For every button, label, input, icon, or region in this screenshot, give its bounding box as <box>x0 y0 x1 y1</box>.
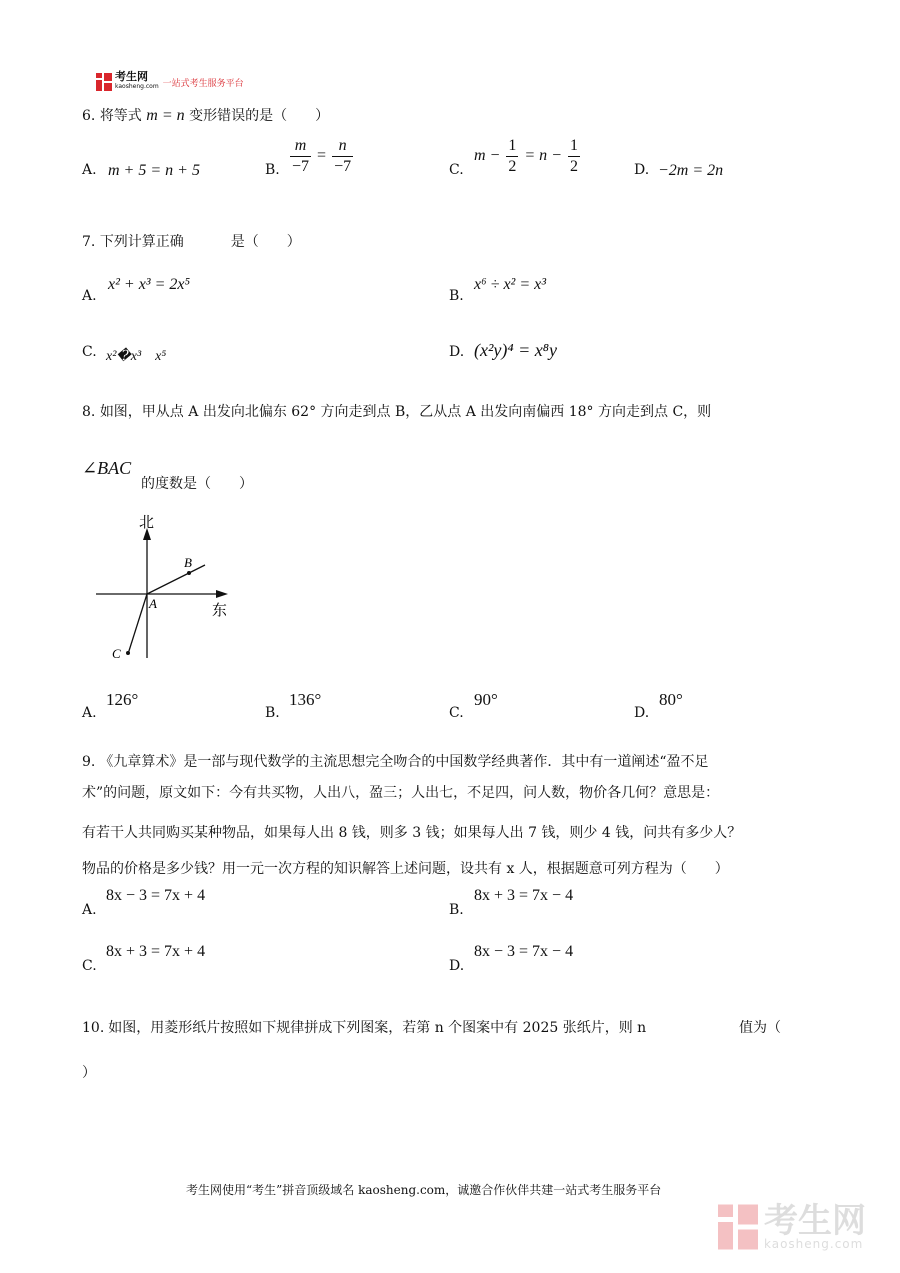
q9-option-a-label: A. <box>82 902 97 918</box>
q6-option-c: m − $\frac{1}{2}$ = n − $\frac{1}{2}$ <box>474 137 578 175</box>
east-arrowhead-icon <box>216 590 228 598</box>
q8-option-c-label: C. <box>449 705 464 721</box>
q8-figure <box>88 508 238 668</box>
q9-option-d-label: D. <box>449 958 465 974</box>
q10-line2: ） <box>82 1065 96 1081</box>
watermark-domain: kaosheng.com <box>764 1237 864 1251</box>
q9-option-c: 8x + 3 = 7x + 4 <box>106 943 206 960</box>
q9-line3: 有若干人共同购买某种物品，如果每人出 8 钱，则多 3 钱；如果每人出 7 钱，则少 4 钱，问共有多少人？ <box>82 825 742 841</box>
footer-text: 考生网使用“考生”拼音顶级域名 kaosheng.com，诚邀合作伙伴共建一站式考生服务平台 <box>186 1183 662 1197</box>
ray-ab <box>147 565 205 594</box>
q9-option-c-label: C. <box>82 958 97 974</box>
watermark-name: 考生网 <box>764 1201 866 1241</box>
logo-domain: kaosheng.com <box>115 83 159 90</box>
q8-option-a-label: A. <box>82 705 97 721</box>
q7-option-b-label: B. <box>449 288 464 304</box>
q9-line4: 物品的价格是多少钱？用一元一次方程的知识解答上述问题，设共有 x 人，根据题意可列方程为（ ） <box>82 861 729 877</box>
q6-text-a: 将等式 <box>99 108 142 124</box>
q7-text-a: 下列计算正确 <box>99 234 184 250</box>
q6-option-b-label: B. <box>265 162 280 178</box>
q6-math: m = n <box>146 107 185 124</box>
q9-option-d: 8x − 3 = 7x − 4 <box>474 943 574 960</box>
q7-option-c-label: C. <box>82 344 97 360</box>
q8-option-b-label: B. <box>265 705 280 721</box>
label-c: C <box>112 646 121 661</box>
q7-stem <box>82 231 301 251</box>
logo-icon <box>96 73 112 91</box>
watermark-logo-icon <box>718 1204 758 1250</box>
header-slogan: 一站式考生服务平台 <box>162 78 244 89</box>
q8-line1: 如图，甲从点 A 出发向北偏东 62° 方向走到点 B，乙从点 A 出发向南偏西 18° 方向走到点 C，则 <box>99 404 712 420</box>
q7-option-a: x² + x³ = 2x⁵ <box>108 276 191 293</box>
point-b <box>187 571 191 575</box>
point-c <box>126 651 130 655</box>
q8-option-c: 90° <box>474 690 498 709</box>
q9-line2: 术”的问题，原文如下：今有共买物，人出八，盈三；人出七，不足四，问人数，物价各几何？意思是： <box>82 785 720 801</box>
q8-stem <box>82 401 711 421</box>
q9-option-a: 8x − 3 = 7x + 4 <box>106 887 206 904</box>
q8-line2: 的度数是（ ） <box>141 476 253 492</box>
q8-number: 8. <box>82 404 96 420</box>
q6-option-a-label: A. <box>82 162 97 178</box>
q6-option-a: m + 5 = n + 5 <box>108 162 200 179</box>
q7-text-b: 是（ ） <box>230 234 301 250</box>
q7-option-a-label: A. <box>82 288 97 304</box>
q6-stem <box>82 105 329 125</box>
q8-option-b: 136° <box>289 690 322 709</box>
label-b: B <box>184 555 192 570</box>
q8-option-d: 80° <box>659 690 683 709</box>
q10-line1: 10. 如图，用菱形纸片按照如下规律拼成下列图案，若第 n 个图案中有 2025 张纸片，则 n <box>82 1020 647 1036</box>
q8-option-a: 126° <box>106 690 139 709</box>
q7-number: 7. <box>82 234 96 250</box>
q9-option-b-label: B. <box>449 902 464 918</box>
q6-option-b: $\frac{m}{-7}$ = $\frac{n}{-7}$ <box>292 137 352 175</box>
q7-option-b: x⁶ ÷ x² = x³ <box>474 276 547 293</box>
q6-text-b: 变形错误的是（ ） <box>189 108 330 124</box>
east-label: 东 <box>212 601 228 619</box>
q6-option-d-label: D. <box>634 162 650 178</box>
q6-option-c-label: C. <box>449 162 464 178</box>
q7-option-d-label: D. <box>449 344 465 360</box>
q6-option-d: −2m = 2n <box>658 162 724 179</box>
q9-line1: 9. 《九章算术》是一部与现代数学的主流思想完全吻合的中国数学经典著作．其中有一道阐述“盈不足 <box>82 754 709 770</box>
q7-option-d: (x²y)⁴ = x⁸y <box>474 340 558 360</box>
q6-number: 6. <box>82 108 96 124</box>
q8-angle: ∠BAC <box>82 458 132 478</box>
q9-option-b: 8x + 3 = 7x − 4 <box>474 887 574 904</box>
ray-ac <box>128 594 147 654</box>
north-label: 北 <box>139 513 155 531</box>
q8-option-d-label: D. <box>634 705 650 721</box>
header-logo <box>96 72 244 92</box>
q7-option-c: x²�x³ x⁵ <box>106 349 167 364</box>
watermark <box>718 1201 866 1251</box>
q10-line1b: 值为（ <box>739 1020 781 1036</box>
logo-name: 考生网 <box>115 70 148 83</box>
label-a: A <box>149 596 157 611</box>
